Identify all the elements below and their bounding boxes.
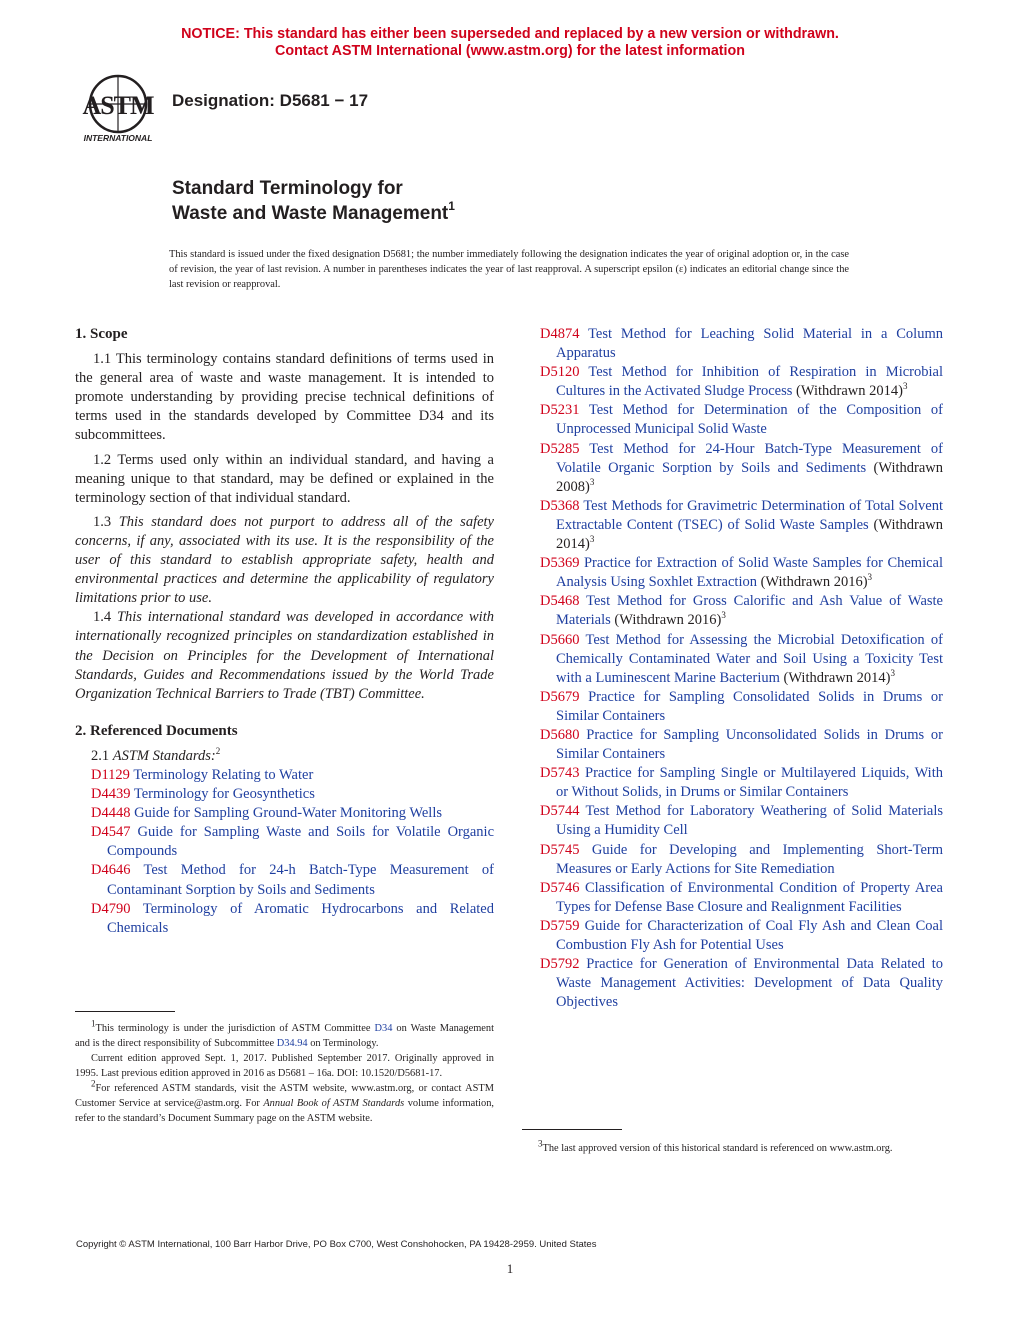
para-4-number: 1.4 [93, 609, 117, 626]
committee-d34-link[interactable]: D34 [374, 1023, 393, 1034]
reference-title-link[interactable]: Test Method for Inhibition of Respiration in Microbial Cultures in the Activated Sludge Process [556, 364, 943, 400]
footnote-3-text: The last approved version of this historical standard is referenced on www.astm.org. [542, 1143, 893, 1154]
reference-footnote-mark: 3 [867, 572, 873, 583]
reference-code-link[interactable]: D5231 [540, 402, 580, 419]
scope-para-2: 1.2 Terms used only within an individual standard, and having a meaning unique to that standard, may be defined or explained in the terminology section of that individual standard. [75, 451, 494, 506]
reference-title-link[interactable]: Practice for Sampling Single or Multilayered Liquids, With or Without Solids, in Drums or Similar Containers [556, 765, 943, 801]
reference-title-link[interactable]: Test Method for 24-h Batch-Type Measurement of Contaminant Sorption by Soils and Sediments [107, 862, 494, 898]
reference-footnote-mark: 3 [589, 476, 595, 487]
designation: Designation: D5681 − 17 [172, 91, 369, 110]
referenced-docs-heading: 2. Referenced Documents [75, 722, 238, 739]
reference-title-link[interactable]: Practice for Extraction of Solid Waste Samples for Chemical Analysis Using Soxhlet Extraction [556, 555, 944, 591]
document-title [172, 176, 455, 226]
footnote-1-text-a: This terminology is under the jurisdiction of ASTM Committee [95, 1023, 375, 1034]
reference-item [540, 726, 943, 764]
reference-title-link[interactable]: Classification of Environmental Condition of Property Area Types for Defense Base Closure and Realignment Facilities [556, 879, 943, 915]
astm-logo [76, 74, 160, 144]
footnote-2-text-b: volume information, refer to the standard’s Document Summary page on the ASTM website. [75, 1098, 494, 1124]
footnote-3-mark: 3 [538, 1138, 543, 1149]
footnote-2-italic: Annual Book of ASTM Standards [263, 1098, 405, 1109]
reference-item [540, 554, 943, 592]
issued-note: This standard is issued under the fixed designation D5681; the number immediately following the designation indicates the year of original adoption or, in the case of revision, the year of last revision. A number in parentheses indicates the year of last reapproval. A superscript epsilon (ε) indicates an editorial change since the last revision or reapproval. [169, 249, 849, 290]
title-footnote-mark: 1 [448, 198, 455, 213]
footnote-2-mark: 2 [91, 1078, 96, 1089]
reference-item [540, 879, 943, 917]
subcommittee-d34-94-link[interactable]: D34.94 [276, 1038, 308, 1049]
footnote-1-text-c: on Terminology. [307, 1038, 379, 1049]
reference-item [540, 764, 943, 802]
reference-withdrawn-note: (Withdrawn 2014) [779, 669, 891, 686]
footnote-right [522, 1138, 943, 1156]
reference-item [75, 804, 494, 823]
reference-code-link[interactable]: D5680 [540, 726, 580, 743]
reference-code-link[interactable]: D4646 [91, 862, 131, 879]
para-3-number: 1.3 [93, 513, 119, 530]
reference-code-link[interactable]: D5743 [540, 765, 580, 782]
reference-code-link[interactable]: D1129 [91, 766, 130, 783]
title-line-2 [172, 198, 455, 226]
reference-item [75, 785, 494, 804]
logo-subtext: INTERNATIONAL [83, 133, 153, 143]
reference-item [540, 802, 943, 840]
page-number: 1 [506, 1261, 514, 1276]
reference-code-link[interactable]: D5120 [540, 364, 580, 381]
reference-title-link[interactable]: Test Method for Laboratory Weathering of Solid Materials Using a Humidity Cell [556, 803, 943, 839]
reference-title-link[interactable]: Guide for Sampling Waste and Soils for Volatile Organic Compounds [107, 824, 495, 860]
reference-item [540, 688, 943, 726]
reference-title-link[interactable]: Practice for Sampling Unconsolidated Solids in Drums or Similar Containers [556, 726, 943, 763]
footnote-2-text-a: For referenced ASTM standards, visit the ASTM website, www.astm.org, or contact ASTM Customer Service at service@astm.org. For [75, 1083, 494, 1109]
reference-title-link[interactable]: Test Method for Leaching Solid Material in a Column Apparatus [556, 326, 943, 362]
reference-withdrawn-note: (Withdrawn 2016) [610, 612, 722, 629]
reference-code-link[interactable]: D5660 [540, 631, 580, 648]
reference-item [540, 841, 943, 879]
reference-title-link[interactable]: Terminology of Aromatic Hydrocarbons and Related Chemicals [107, 900, 494, 936]
reference-item [540, 325, 943, 363]
reference-title-link[interactable]: Test Method for Determination of the Composition of Unprocessed Municipal Solid Waste [556, 402, 943, 438]
reference-code-link[interactable]: D5744 [540, 803, 580, 820]
para-4-text: This international standard was developed in accordance with internationally recognized principles on standardization established in the Decision on Principles for the Development of International Standards, Guides and Recommendations issued by the World Trade Organization Technical Barriers to Trade (TBT) Committee. [75, 609, 494, 702]
reference-item [75, 900, 494, 938]
reference-item [540, 955, 943, 1012]
reference-item [540, 401, 943, 439]
reference-withdrawn-note: (Withdrawn 2016) [756, 574, 868, 591]
reference-title-link[interactable]: Terminology for Geosynthetics [133, 786, 315, 803]
reference-item [75, 766, 494, 785]
reference-item [540, 363, 943, 401]
reference-withdrawn-note: (Withdrawn 2014) [556, 516, 943, 553]
astm-standards-subheading [75, 747, 494, 766]
notice-line-2: Contact ASTM International (www.astm.org) for the latest information [275, 43, 745, 59]
reference-title-link[interactable]: Test Method for Gross Calorific and Ash Value of Waste Materials [556, 593, 943, 629]
footnotes-left [75, 1018, 494, 1126]
reference-item [540, 440, 943, 497]
title-line-2-text: Waste and Waste Management [172, 203, 449, 224]
reference-code-link[interactable]: D5468 [540, 593, 580, 610]
reference-footnote-mark: 3 [890, 667, 895, 678]
footnote-rule-left [75, 1011, 175, 1012]
reference-code-link[interactable]: D4547 [91, 824, 131, 841]
reference-item [75, 861, 494, 899]
reference-title-link[interactable]: Practice for Sampling Consolidated Solids in Drums or Similar Containers [556, 688, 943, 724]
reference-item [75, 823, 494, 861]
reference-code-link[interactable]: D5679 [540, 688, 580, 705]
reference-withdrawn-note: (Withdrawn 2014) [792, 383, 903, 400]
reference-title-link[interactable]: Terminology Relating to Water [133, 766, 314, 783]
right-column [540, 325, 943, 1012]
reference-item [540, 497, 943, 554]
reference-footnote-mark: 3 [589, 534, 595, 545]
reference-title-link[interactable]: Test Method for 24-Hour Batch-Type Measurement of Volatile Organic Sorption by Soils and Sediments [556, 440, 943, 476]
footnote-3 [522, 1138, 943, 1156]
reference-title-link[interactable]: Test Method for Assessing the Microbial Detoxification of Chemically Contaminated Water and Soil Using a Toxicity Test with a Luminescent Marine Bacterium [556, 631, 943, 686]
reference-footnote-mark: 3 [902, 381, 908, 392]
reference-title-link[interactable]: Guide for Sampling Ground-Water Monitoring Wells [134, 805, 443, 822]
reference-withdrawn-note: (Withdrawn 2008) [556, 459, 943, 495]
reference-code-link[interactable]: D5285 [540, 440, 580, 457]
withdrawn-notice [0, 26, 1020, 60]
notice-line-1: NOTICE: This standard has either been superseded and replaced by a new version or withdrawn. [181, 26, 839, 42]
reference-code-link[interactable]: D5759 [540, 917, 580, 934]
reference-list-left [75, 766, 494, 938]
subheading-number: 2.1 [91, 747, 113, 764]
para-3-text: This standard does not purport to address all of the safety concerns, if any, associated with its use. It is the responsibility of the user of this standard to establish appropriate safety, health and environmental practices and determine the applicability of regulatory limitations prior to use. [75, 513, 494, 607]
reference-title-link[interactable]: Practice for Generation of Environmental Data Related to Waste Management Activities: Development of Data Quality Objectives [556, 956, 944, 1011]
footnote-1-edition: Current edition approved Sept. 1, 2017. Published September 2017. Originally approved in 1995. Last previous edition approved in 2016 as D5681 – 16a. DOI: 10.1520/D5681-17. [75, 1053, 494, 1079]
reference-title-link[interactable]: Guide for Developing and Implementing Short-Term Measures or Early Actions for Site Remediation [556, 841, 943, 877]
reference-item [540, 631, 943, 688]
scope-para-4 [75, 608, 494, 703]
scope-para-1: 1.1 This terminology contains standard definitions of terms used in the general area of waste and waste management. It is intended to promote understanding by providing precise technical definitions of terms used in the standards developed by Committee D34 and its subcommittees. [75, 351, 494, 444]
scope-heading: 1. Scope [75, 326, 128, 342]
logo-wordmark: ASTM [82, 91, 154, 120]
reference-title-link[interactable]: Test Methods for Gravimetric Determination of Total Solvent Extractable Content (TSEC) of Solid Waste Samples [556, 497, 943, 533]
footnote-rule-right [522, 1129, 622, 1130]
reference-code-link[interactable]: D5792 [540, 956, 580, 973]
footnote-2 [75, 1078, 494, 1126]
reference-code-link[interactable]: D5368 [540, 497, 580, 514]
copyright: Copyright © ASTM International, 100 Barr Harbor Drive, PO Box C700, West Conshohocken, PA 19428-2959. United States [76, 1239, 597, 1250]
left-column [75, 325, 494, 938]
footnote-1 [75, 1018, 494, 1051]
reference-code-link[interactable]: D5746 [540, 879, 580, 896]
footnote-1-mark: 1 [91, 1018, 96, 1029]
scope-para-3 [75, 513, 494, 608]
reference-footnote-mark: 3 [721, 610, 726, 621]
reference-title-link[interactable]: Guide for Characterization of Coal Fly Ash and Clean Coal Combustion Fly Ash for Potential Uses [556, 917, 943, 953]
subheading-text: ASTM Standards: [112, 747, 216, 764]
footnote-1-text-b: on Waste Management and is the direct responsibility of Subcommittee [75, 1023, 494, 1049]
reference-list-right [540, 325, 943, 1012]
subheading-footnote-mark: 2 [215, 746, 221, 757]
reference-code-link[interactable]: D4874 [540, 326, 580, 342]
reference-item [540, 917, 943, 955]
reference-code-link[interactable]: D5745 [540, 841, 580, 858]
reference-code-link[interactable]: D4790 [91, 900, 131, 917]
reference-item [540, 592, 943, 630]
reference-code-link[interactable]: D5369 [540, 555, 580, 572]
title-line-1: Standard Terminology for [172, 178, 403, 199]
reference-code-link[interactable]: D4439 [91, 786, 131, 803]
reference-code-link[interactable]: D4448 [91, 805, 131, 822]
